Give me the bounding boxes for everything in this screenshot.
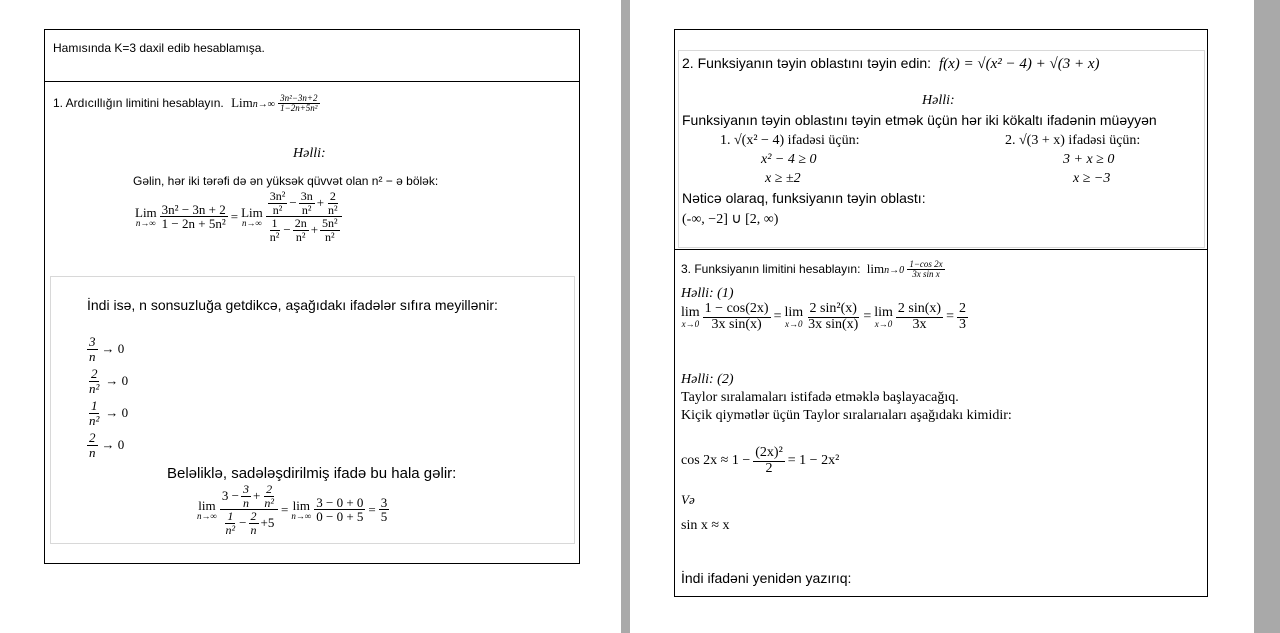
limit-list bbox=[87, 333, 128, 461]
final-eq1: = bbox=[280, 501, 289, 517]
eq1-b1-den: n² bbox=[269, 229, 280, 244]
problem1-title: 1. Ardıcıllığın limitini hesablayın. bbox=[53, 96, 224, 111]
problem3-fraction bbox=[907, 260, 944, 280]
eq1-t1-den: n² bbox=[272, 202, 283, 217]
sol1-f3-num: 2 sin(x) bbox=[897, 301, 942, 316]
problem2-box bbox=[674, 29, 1208, 250]
final-equation bbox=[197, 483, 389, 536]
problem3-num: 1−cos 2x bbox=[909, 259, 943, 269]
limit-num: 1 bbox=[90, 397, 98, 413]
eq1-plus1: + bbox=[316, 195, 325, 211]
sol1-f1 bbox=[703, 302, 771, 332]
problem2-title: 2. Funksiyanın təyin oblastını təyin edin: bbox=[682, 55, 932, 71]
final-mid-den: 0 − 0 + 5 bbox=[316, 509, 364, 525]
sol1-lim2-sub: x→0 bbox=[785, 318, 803, 329]
final-res-num: 3 bbox=[380, 494, 388, 510]
eq1-b3-den: n² bbox=[325, 229, 335, 244]
final-top-a: 3 − bbox=[221, 488, 240, 504]
sol1-lim3 bbox=[874, 306, 893, 329]
right-scroll-gutter bbox=[1254, 0, 1280, 633]
final-top-c-num: 2 bbox=[266, 482, 273, 496]
cos-num: (2x)² bbox=[755, 445, 783, 460]
sin-equation: sin x ≈ x bbox=[681, 518, 730, 533]
sol1-equation bbox=[681, 302, 968, 332]
final-bot-b-den: n bbox=[250, 522, 257, 537]
final-top-plus: + bbox=[253, 488, 261, 504]
right-page bbox=[630, 0, 1254, 633]
problem1-fraction bbox=[278, 94, 319, 114]
final-lim bbox=[197, 499, 217, 521]
final-mid bbox=[314, 496, 365, 524]
limit-item bbox=[87, 333, 128, 365]
problem2-solution-label: Həlli: bbox=[922, 93, 955, 108]
final-res-den: 5 bbox=[380, 509, 388, 525]
eq1-lim2: Lim n→∞ bbox=[241, 204, 263, 228]
eq1-equals: = bbox=[230, 208, 239, 224]
problem2-result: (-∞, −2] ∪ [2, ∞) bbox=[682, 212, 779, 227]
final-top-b-num: 3 bbox=[243, 482, 250, 496]
eq1-b3-num: 5n² bbox=[322, 216, 338, 231]
simplified-text: Beləliklə, sadələşdirilmiş ifadə bu hala gəlir: bbox=[167, 465, 457, 482]
problem2-formula: f(x) = √(x² − 4) + √(3 + x) bbox=[938, 56, 1100, 72]
limit-num: 2 bbox=[89, 429, 96, 445]
cos-fraction bbox=[753, 446, 785, 476]
sol1-eq2: = bbox=[863, 309, 872, 325]
eq1-lhs-num: 3n² − 3n + 2 bbox=[161, 201, 226, 217]
limit-den: n bbox=[89, 348, 96, 364]
sol1-lim2 bbox=[784, 306, 803, 329]
page-gap bbox=[621, 0, 630, 633]
sol1-lim1 bbox=[681, 306, 700, 329]
sol1-lim1-word: lim bbox=[681, 304, 700, 320]
problem2-result-text: Nəticə olaraq, funksiyanın təyin oblastı: bbox=[682, 190, 926, 206]
case2-line2: x ≥ −3 bbox=[1073, 171, 1111, 186]
left-page bbox=[0, 0, 621, 633]
eq1-t3-num: 2 bbox=[329, 189, 336, 203]
final-lim2-word: lim bbox=[292, 497, 310, 513]
eq1-t3-den: n² bbox=[328, 202, 338, 217]
sol2-label: Həlli: (2) bbox=[681, 372, 734, 387]
cos-equation bbox=[681, 446, 839, 476]
final-lhs bbox=[220, 483, 278, 536]
limit-den: n² bbox=[89, 380, 100, 396]
limit-item bbox=[87, 397, 128, 429]
eq1-b1-num: 1 bbox=[271, 216, 278, 231]
problem1-solution-label: Həlli: bbox=[293, 146, 326, 161]
eq1-t2-num: 3n bbox=[300, 189, 313, 203]
problem3-lim: lim bbox=[866, 261, 885, 277]
case1-title: 1. √(x² − 4) ifadəsi üçün: bbox=[720, 133, 860, 148]
problem3-box bbox=[674, 249, 1208, 597]
taylor-line1: Taylor sıralamaları istifadə etməklə başlayacağıq. bbox=[681, 390, 959, 405]
sol1-lim3-word: lim bbox=[874, 304, 893, 320]
eq1-rhs bbox=[266, 190, 342, 243]
final-top-b-den: n bbox=[243, 495, 250, 510]
final-bot-end: +5 bbox=[260, 515, 275, 531]
sol1-eq3: = bbox=[946, 309, 954, 325]
eq1-minus1: − bbox=[289, 195, 297, 211]
case1-line1: x² − 4 ≥ 0 bbox=[761, 152, 817, 167]
problem2-title-row bbox=[682, 55, 1100, 73]
problem1-box bbox=[44, 81, 580, 564]
problem3-den: 3x sin x bbox=[912, 269, 940, 280]
problem1-equation bbox=[135, 190, 342, 243]
problem1-den: 1−2n+5n² bbox=[280, 103, 318, 114]
eq1-lhs-den: 1 − 2n + 5n² bbox=[161, 216, 226, 232]
eq1-lim: Lim n→∞ bbox=[135, 204, 157, 228]
final-lim2 bbox=[291, 499, 311, 521]
sol1-label: Həlli: (1) bbox=[681, 286, 734, 301]
limit-arrow: → 0 bbox=[101, 341, 125, 356]
final-mid-num: 3 − 0 + 0 bbox=[316, 494, 364, 510]
problem1-lim-sub: n→∞ bbox=[252, 99, 275, 111]
problem3-lim-sub: n→0 bbox=[884, 265, 905, 277]
final-bot-b-num: 2 bbox=[250, 509, 257, 524]
sol1-f1-den: 3x sin(x) bbox=[711, 316, 762, 332]
limit-num: 3 bbox=[89, 333, 96, 349]
sol1-lim2-word: lim bbox=[784, 304, 804, 320]
sol1-f3 bbox=[896, 302, 943, 332]
problem2-inner-box bbox=[678, 50, 1205, 248]
eq1-b2-num: 2n bbox=[294, 216, 307, 231]
intro-text: Hamısında K=3 daxil edib hesablamışa. bbox=[53, 41, 265, 55]
now-text: İndi isə, n sonsuzluğa getdikcə, aşağıdakı ifadələr sıfıra meyillənir: bbox=[87, 297, 498, 313]
final-bot-a-num: 1 bbox=[227, 509, 234, 524]
final-eq2: = bbox=[368, 501, 376, 517]
problem1-inner-box bbox=[50, 276, 575, 544]
case2-line1: 3 + x ≥ 0 bbox=[1063, 152, 1115, 167]
limit-item bbox=[87, 429, 128, 461]
problem1-title-row bbox=[53, 94, 320, 114]
sol1-lim1-sub: x→0 bbox=[681, 318, 700, 329]
final-result bbox=[379, 496, 390, 524]
sol1-res-den: 3 bbox=[958, 316, 966, 332]
sol1-eq1: = bbox=[773, 309, 782, 325]
limit-arrow: → 0 bbox=[105, 373, 129, 388]
cos-rhs: = 1 − 2x² bbox=[787, 453, 840, 469]
cos-lhs: cos 2x ≈ 1 − bbox=[681, 453, 751, 469]
sol1-lim3-sub: x→0 bbox=[874, 318, 893, 329]
sol1-res-num: 2 bbox=[958, 301, 966, 316]
case1-line2: x ≥ ±2 bbox=[765, 171, 801, 186]
sol1-f3-den: 3x bbox=[912, 316, 927, 332]
problem3-title: 3. Funksiyanın limitini hesablayın: bbox=[681, 262, 861, 277]
eq1-plus2: + bbox=[310, 222, 319, 238]
cos-den: 2 bbox=[765, 460, 773, 476]
final-lim2-sub: n→∞ bbox=[291, 510, 312, 521]
limit-num: 2 bbox=[90, 365, 98, 381]
sol1-f2-den: 3x sin(x) bbox=[808, 316, 859, 332]
sol1-f2-num: 2 sin²(x) bbox=[809, 301, 857, 316]
eq1-minus2: − bbox=[283, 222, 291, 238]
final-bot-minus: − bbox=[239, 515, 247, 531]
problem1-lim: Lim bbox=[231, 95, 253, 111]
problem3-title-row bbox=[681, 260, 945, 280]
problem2-explain: Funksiyanın təyin oblastını təyin etmək üçün hər iki kökaltı ifadənin müəyyən bbox=[682, 112, 1157, 128]
case2-title: 2. √(3 + x) ifadəsi üçün: bbox=[1005, 133, 1141, 148]
eq1-t1-num: 3n² bbox=[269, 189, 286, 203]
eq1-lhs bbox=[160, 203, 228, 231]
final-lim-word: lim bbox=[198, 497, 216, 513]
rewrite-text: İndi ifadəni yenidən yazırıq: bbox=[681, 570, 852, 586]
final-top-c-den: n² bbox=[264, 495, 274, 510]
problem1-num: 3n²−3n+2 bbox=[280, 93, 318, 103]
sol1-result bbox=[957, 302, 968, 332]
and-text: Və bbox=[681, 492, 695, 507]
limit-item bbox=[87, 365, 128, 397]
taylor-line2: Kiçik qiymətlər üçün Taylor sıralarıaları aşağıdakı kimidir: bbox=[681, 408, 1012, 423]
final-bot-a-den: n² bbox=[225, 522, 236, 537]
eq1-t2-den: n² bbox=[301, 202, 312, 217]
limit-arrow: → 0 bbox=[101, 437, 125, 452]
problem1-step-text: Gəlin, hər iki tərəfi də ən yüksək qüvvət olan n² − ə bölək: bbox=[133, 174, 439, 188]
final-lim-sub: n→∞ bbox=[197, 510, 217, 521]
sol1-f2 bbox=[806, 302, 860, 332]
limit-arrow: → 0 bbox=[105, 405, 129, 420]
limit-den: n bbox=[89, 444, 96, 460]
eq1-b2-den: n² bbox=[295, 229, 306, 244]
sol1-f1-num: 1 − cos(2x) bbox=[704, 301, 769, 316]
intro-box bbox=[44, 29, 580, 82]
limit-den: n² bbox=[89, 412, 100, 428]
